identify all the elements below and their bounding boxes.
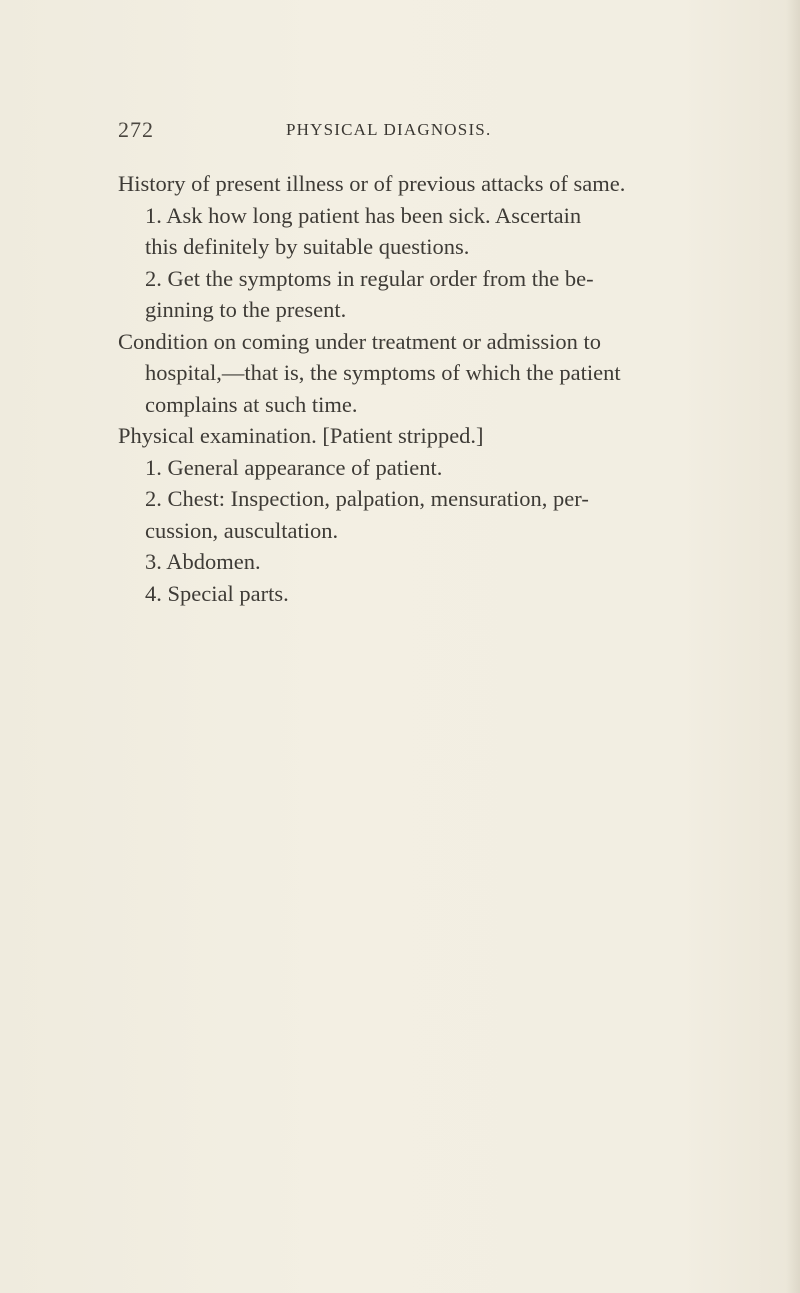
text-line: cussion, auscultation.	[145, 517, 339, 543]
text-line: 2. Chest: Inspection, palpation, mensuration, per-	[145, 486, 589, 511]
running-head	[118, 117, 718, 147]
text-line: 1. Ask how long patient has been sick. Ascertain	[145, 202, 582, 228]
text-line: this definitely by suitable questions.	[145, 234, 470, 259]
text-line: History of present illness or of previous attacks of same.	[118, 171, 626, 196]
page-number: 272	[118, 117, 154, 142]
text-line: complains at such time.	[145, 391, 358, 417]
text-line: 3. Abdomen.	[145, 549, 261, 574]
page-edge-shadow	[786, 0, 800, 1293]
running-head-title: PHYSICAL DIAGNOSIS.	[286, 120, 492, 139]
text-line: 4. Special parts.	[145, 580, 289, 606]
text-line: Physical examination. [Patient stripped.]	[118, 423, 484, 448]
body-text	[118, 168, 738, 609]
text-line: hospital,—that is, the symptoms of which the patient	[145, 360, 621, 385]
text-line: 2. Get the symptoms in regular order from the be-	[145, 265, 594, 291]
text-line: 1. General appearance of patient.	[145, 454, 443, 480]
text-line: ginning to the present.	[145, 297, 347, 322]
text-line: Condition on coming under treatment or admission to	[118, 328, 602, 354]
